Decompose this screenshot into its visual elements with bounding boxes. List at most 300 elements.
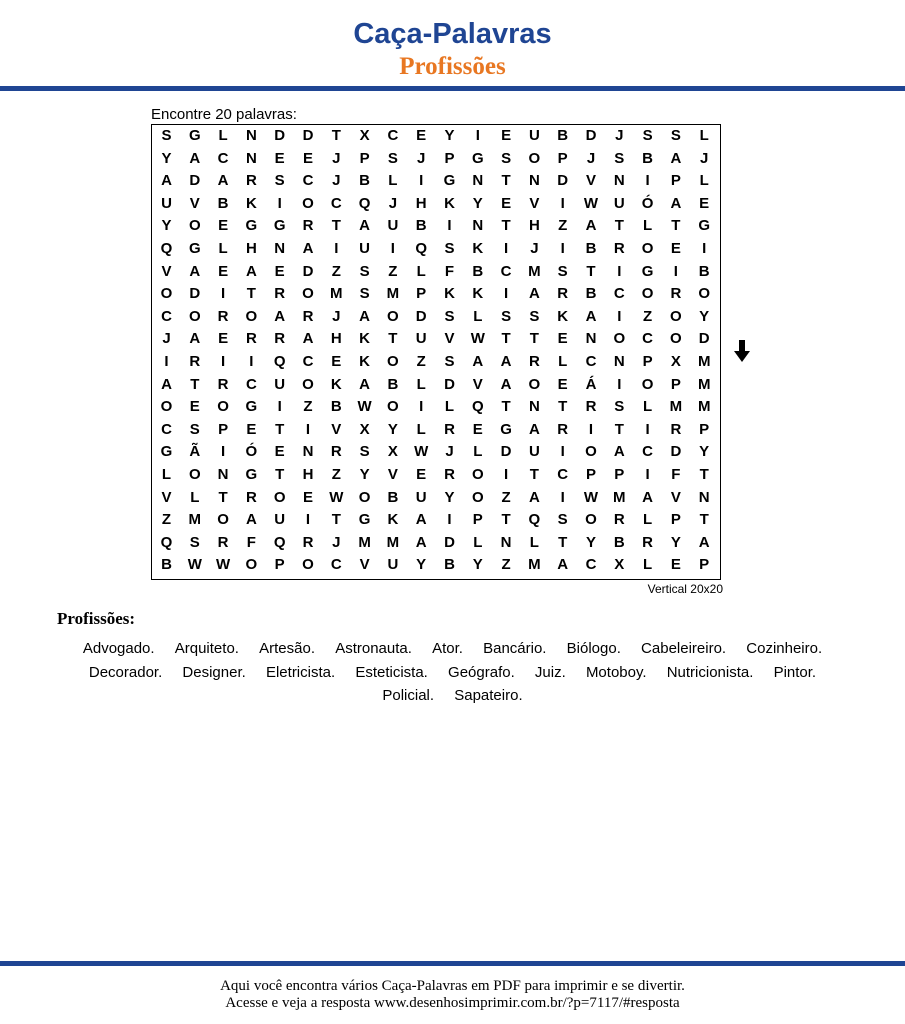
grid-cell: R — [189, 353, 201, 370]
grid-cell: Y — [444, 127, 455, 144]
grid-cell: A — [415, 533, 427, 551]
grid-cell: R — [274, 285, 286, 303]
grid-cell: Z — [501, 556, 511, 574]
grid-cell: I — [305, 511, 311, 529]
grid-cell: Y — [416, 556, 427, 574]
grid-cell: D — [500, 443, 512, 461]
word-list-item: Eletricista. — [265, 663, 336, 681]
grid-cell: O — [273, 488, 286, 506]
grid-cell: R — [585, 398, 597, 416]
grid-cell: V — [444, 330, 455, 348]
grid-cell: T — [218, 488, 228, 506]
grid-caption: Vertical 20x20 — [647, 582, 723, 596]
grid-cell: N — [613, 353, 625, 370]
grid-cell: W — [583, 194, 599, 212]
grid-cell: E — [557, 375, 568, 393]
grid-cell: E — [274, 262, 285, 280]
grid-cell: S — [274, 172, 285, 190]
grid-cell: Z — [558, 217, 568, 235]
grid-cell: M — [188, 511, 202, 529]
grid-cell: E — [331, 353, 342, 370]
grid-cell: O — [245, 556, 258, 574]
grid-cell: U — [613, 194, 625, 212]
grid-cell: N — [585, 330, 597, 348]
grid-cell: M — [697, 398, 711, 416]
grid-cell: O — [698, 285, 711, 303]
grid-cell: E — [416, 466, 427, 483]
grid-cell: O — [670, 330, 682, 348]
grid-cell: R — [670, 285, 682, 303]
word-list-item: Cabeleireiro. — [641, 640, 727, 657]
grid-cell: Q — [273, 353, 286, 370]
grid-cell: K — [444, 285, 455, 303]
grid-cell: G — [188, 127, 201, 144]
grid-cell: G — [471, 149, 484, 167]
grid-cell: N — [274, 240, 286, 257]
grid-cell: O — [641, 240, 654, 257]
grid-cell: I — [588, 420, 594, 438]
grid-cell: U — [528, 443, 540, 461]
grid-cell: Z — [388, 262, 398, 280]
grid-cell: S — [359, 285, 370, 303]
grid-cell: L — [218, 127, 228, 144]
grid-cell: A — [189, 262, 201, 280]
grid-cell: E — [670, 240, 681, 257]
grid-cell: O — [358, 488, 371, 506]
grid-cell: R — [302, 533, 314, 551]
grid-cell: I — [645, 466, 650, 483]
grid-cell: O — [160, 285, 173, 303]
grid-cell: T — [190, 375, 200, 393]
grid-cell: Z — [416, 353, 426, 370]
grid-cell: K — [557, 307, 569, 325]
grid-cell: U — [274, 375, 286, 393]
grid-cell: X — [359, 420, 370, 438]
grid-cell: M — [697, 353, 711, 370]
grid-cell: R — [670, 420, 682, 438]
grid-cell: O — [528, 149, 541, 167]
word-list-item: Sapateiro. — [454, 687, 523, 704]
grid-cell: L — [529, 533, 539, 551]
grid-cell: F — [246, 533, 256, 551]
grid-cell: W — [216, 556, 231, 574]
grid-cell: T — [586, 262, 596, 280]
grid-cell: O — [641, 285, 654, 303]
grid-cell: G — [443, 172, 456, 190]
grid-cell: E — [218, 330, 229, 348]
grid-cell: T — [501, 217, 511, 235]
grid-cell: G — [698, 217, 711, 235]
grid-cell: S — [614, 149, 625, 167]
grid-cell: M — [613, 488, 626, 506]
grid-cell: S — [670, 127, 681, 144]
grid-cell: T — [331, 217, 341, 235]
grid-cell: J — [388, 194, 398, 212]
grid-cell: K — [359, 353, 371, 370]
grid-cell: U — [161, 194, 172, 212]
grid-cell: J — [586, 149, 596, 167]
grid-cell: O — [528, 375, 541, 393]
grid-cell: X — [614, 556, 625, 574]
grid-cell: H — [330, 330, 342, 348]
grid-cell: Y — [585, 533, 596, 551]
grid-cell: C — [387, 127, 399, 144]
grid-cell: C — [161, 420, 172, 438]
grid-cell: A — [528, 285, 540, 303]
word-list-item: Bancário. — [483, 640, 547, 657]
grid-cell: S — [387, 149, 398, 167]
down-arrow-icon — [734, 340, 750, 362]
grid-cell: Ó — [245, 443, 258, 461]
grid-cell: E — [699, 194, 710, 212]
grid-cell: V — [670, 488, 681, 506]
grid-cell: M — [669, 398, 683, 416]
grid-cell: C — [500, 262, 512, 280]
grid-cell: G — [245, 217, 258, 235]
grid-cell: L — [388, 172, 398, 190]
grid-cell: C — [585, 556, 597, 574]
grid-cell: G — [160, 443, 173, 461]
grid-cell: P — [614, 466, 625, 483]
grid-cell: J — [332, 533, 341, 551]
grid-cell: J — [530, 240, 539, 257]
grid-cell: A — [217, 172, 229, 190]
grid-cell: A — [245, 511, 257, 529]
grid-cell: W — [357, 398, 372, 416]
grid-cell: B — [161, 556, 172, 574]
grid-cell: R — [613, 240, 625, 257]
grid-cell: A — [359, 375, 371, 393]
grid-cell: T — [699, 511, 709, 529]
grid-cell: Q — [160, 533, 173, 551]
word-list-heading: Profissões: — [57, 609, 136, 628]
grid-cell: O — [302, 285, 314, 303]
grid-cell: A — [359, 307, 371, 325]
grid-cell: V — [529, 194, 540, 212]
grid-cell: I — [334, 240, 339, 257]
grid-cell: N — [528, 172, 540, 190]
grid-cell: I — [504, 466, 509, 483]
grid-cell: P — [557, 149, 568, 167]
grid-cell: I — [249, 353, 254, 370]
grid-cell: Y — [670, 533, 681, 551]
grid-cell: P — [218, 420, 229, 438]
grid-cell: V — [387, 466, 398, 483]
grid-cell: P — [416, 285, 427, 303]
grid-cell: K — [359, 330, 371, 348]
grid-cell: H — [415, 194, 427, 212]
grid-cell: S — [642, 127, 653, 144]
grid-cell: I — [560, 240, 565, 257]
page-title: Caça-Palavras — [353, 18, 552, 50]
grid-cell: I — [673, 262, 678, 280]
grid-cell: I — [617, 375, 622, 393]
grid-cell: O — [302, 194, 314, 212]
grid-cell: B — [472, 262, 484, 280]
grid-cell: B — [444, 556, 455, 574]
grid-cell: Z — [303, 398, 313, 416]
grid-cell: E — [557, 330, 568, 348]
grid-cell: T — [501, 172, 511, 190]
grid-cell: D — [274, 127, 286, 144]
grid-cell: O — [670, 307, 682, 325]
grid-cell: R — [330, 443, 342, 461]
grid-cell: Q — [160, 240, 173, 257]
grid-cell: L — [444, 398, 455, 416]
grid-cell: F — [444, 262, 455, 280]
page-subtitle: Profissões — [399, 53, 506, 80]
grid-cell: G — [641, 262, 654, 280]
grid-cell: T — [614, 217, 624, 235]
grid-cell: Y — [161, 217, 172, 235]
grid-cell: C — [585, 353, 597, 370]
grid-cell: P — [444, 149, 455, 167]
grid-cell: O — [217, 398, 229, 416]
grid-cell: C — [302, 172, 314, 190]
grid-cell: O — [641, 375, 654, 393]
grid-cell: I — [475, 127, 480, 144]
grid-cell: A — [245, 262, 257, 280]
grid-cell: R — [557, 285, 569, 303]
grid-cell: O — [217, 511, 229, 529]
grid-cell: U — [359, 240, 371, 257]
grid-cell: L — [218, 240, 228, 257]
grid-cell: O — [302, 556, 314, 574]
grid-cell: E — [274, 443, 285, 461]
grid-cell: I — [221, 353, 226, 370]
grid-cell: A — [302, 330, 314, 348]
grid-cell: I — [277, 194, 282, 212]
grid-cell: T — [388, 330, 398, 348]
grid-cell: I — [645, 172, 650, 190]
grid-cell: G — [245, 398, 258, 416]
grid-cell: O — [160, 398, 173, 416]
grid-cell: D — [302, 262, 314, 280]
grid-cell: S — [614, 398, 625, 416]
grid-cell: J — [445, 443, 454, 461]
grid-cell: O — [387, 353, 399, 370]
grid-cell: R — [444, 466, 455, 483]
grid-cell: C — [302, 353, 314, 370]
grid-cell: J — [615, 127, 624, 144]
grid-cell: P — [699, 420, 710, 438]
grid-cell: T — [331, 127, 341, 144]
grid-cell: N — [245, 149, 257, 167]
grid-cell: W — [583, 488, 599, 506]
grid-cell: Q — [415, 240, 428, 257]
grid-cell: A — [528, 420, 540, 438]
grid-cell: B — [585, 240, 597, 257]
grid-cell: V — [359, 556, 370, 574]
grid-cell: N — [613, 172, 625, 190]
grid-cell: O — [471, 466, 484, 483]
grid-cell: E — [416, 127, 427, 144]
grid-cell: L — [416, 262, 426, 280]
grid-cell: I — [560, 194, 565, 212]
grid-cell: E — [670, 556, 681, 574]
grid-cell: A — [670, 194, 682, 212]
grid-cell: A — [415, 511, 427, 529]
grid-cell: A — [161, 375, 172, 393]
grid-cell: O — [245, 307, 258, 325]
grid-cell: N — [245, 127, 257, 144]
grid-cell: D — [415, 307, 427, 325]
grid-cell: C — [613, 285, 625, 303]
footer-text: Aqui você encontra vários Caça-Palavras em PDF para imprimir e se divertir. — [220, 978, 685, 994]
grid-cell: E — [189, 398, 200, 416]
grid-cell: L — [558, 353, 568, 370]
word-search-grid — [151, 124, 721, 580]
grid-cell: B — [330, 398, 342, 416]
grid-cell: N — [500, 533, 512, 551]
grid-cell: K — [472, 240, 484, 257]
grid-cell: M — [386, 533, 400, 551]
grid-cell: X — [359, 127, 370, 144]
grid-cell: D — [444, 375, 455, 393]
grid-cell: N — [698, 488, 710, 506]
grid-cell: R — [528, 353, 540, 370]
grid-cell: Y — [699, 307, 710, 325]
grid-cell: T — [275, 420, 285, 438]
grid-cell: C — [245, 375, 257, 393]
grid-cell: B — [387, 488, 399, 506]
grid-cell: J — [162, 330, 171, 348]
grid-cell: G — [188, 240, 201, 257]
grid-cell: C — [330, 194, 342, 212]
grid-cell: I — [645, 420, 650, 438]
grid-cell: R — [274, 330, 286, 348]
grid-cell: R — [217, 533, 229, 551]
word-list-item: Geógrafo. — [448, 663, 515, 681]
grid-cell: M — [386, 285, 400, 303]
grid-cell: D — [557, 172, 569, 190]
grid-cell: A — [189, 149, 201, 167]
grid-cell: K — [472, 285, 484, 303]
grid-cell: B — [359, 172, 371, 190]
grid-cell: J — [700, 149, 709, 167]
grid-cell: S — [444, 307, 455, 325]
grid-cell: V — [472, 375, 483, 393]
grid-cell: B — [217, 194, 229, 212]
grid-cell: N — [472, 217, 484, 235]
grid-cell: K — [330, 375, 342, 393]
word-list-item: Decorador. — [88, 663, 163, 681]
grid-cell: B — [387, 375, 399, 393]
grid-cell: R — [613, 511, 625, 529]
grid-cell: R — [217, 375, 229, 393]
grid-cell: D — [189, 285, 201, 303]
grid-cell: L — [643, 511, 653, 529]
grid-cell: E — [472, 420, 483, 438]
grid-cell: Z — [161, 511, 172, 529]
grid-cell: L — [699, 172, 709, 190]
grid-cell: E — [274, 149, 285, 167]
grid-cell: L — [473, 533, 483, 551]
grid-cell: L — [643, 556, 653, 574]
grid-cell: I — [702, 240, 707, 257]
grid-cell: Y — [444, 488, 455, 506]
grid-cell: M — [528, 262, 541, 280]
grid-cell: Q — [273, 533, 286, 551]
word-list-item: Ator. — [432, 640, 463, 657]
grid-cell: Y — [699, 443, 710, 461]
grid-cell: O — [471, 488, 484, 506]
grid-cell: O — [302, 375, 314, 393]
grid-cell: I — [221, 285, 226, 303]
grid-cell: S — [161, 127, 172, 144]
grid-cell: A — [500, 353, 512, 370]
grid-cell: J — [417, 149, 426, 167]
grid-cell: R — [557, 420, 569, 438]
grid-cell: X — [387, 443, 398, 461]
grid-cell: G — [500, 420, 512, 438]
grid-cell: U — [387, 217, 399, 235]
grid-cell: L — [473, 443, 483, 461]
grid-cell: I — [617, 262, 622, 280]
grid-cell: A — [642, 488, 654, 506]
grid-cell: S — [359, 262, 370, 280]
grid-cell: Q — [471, 398, 484, 416]
grid-cell: H — [245, 240, 257, 257]
grid-cell: J — [332, 149, 341, 167]
grid-cell: I — [277, 398, 282, 416]
grid-cell: E — [218, 217, 229, 235]
grid-cell: B — [415, 217, 427, 235]
grid-cell: E — [246, 420, 257, 438]
word-list-item: Astronauta. — [335, 640, 412, 657]
grid-cell: Z — [331, 466, 341, 483]
grid-cell: C — [161, 307, 172, 325]
grid-cell: L — [643, 398, 653, 416]
grid-cell: Q — [358, 194, 371, 212]
grid-cell: S — [189, 533, 200, 551]
grid-cell: T — [246, 285, 256, 303]
puzzle-instructions: Encontre 20 palavras: — [151, 106, 297, 123]
grid-cell: A — [472, 353, 484, 370]
grid-cell: Y — [472, 194, 483, 212]
grid-cell: R — [302, 217, 314, 235]
grid-cell: Á — [585, 375, 597, 393]
grid-cell: A — [585, 307, 597, 325]
grid-cell: T — [501, 511, 511, 529]
grid-cell: M — [358, 533, 371, 551]
grid-cell: A — [670, 149, 682, 167]
grid-cell: T — [699, 466, 709, 483]
grid-cell: U — [387, 556, 399, 574]
grid-cell: D — [670, 443, 682, 461]
grid-cell: W — [329, 488, 344, 506]
grid-cell: A — [613, 443, 625, 461]
grid-cell: T — [331, 511, 341, 529]
grid-cell: A — [557, 556, 569, 574]
grid-cell: M — [528, 556, 541, 574]
grid-cell: D — [698, 330, 710, 348]
grid-cell: L — [161, 466, 172, 483]
grid-cell: H — [528, 217, 540, 235]
grid-cell: I — [560, 488, 565, 506]
grid-cell: T — [501, 398, 511, 416]
grid-cell: K — [387, 511, 399, 529]
grid-cell: N — [528, 398, 540, 416]
grid-cell: Z — [643, 307, 653, 325]
grid-cell: J — [332, 307, 341, 325]
grid-cell: P — [472, 511, 483, 529]
grid-cell: B — [613, 533, 625, 551]
grid-cell: U — [274, 511, 286, 529]
word-list-item: Designer. — [182, 663, 246, 681]
grid-cell: M — [697, 375, 711, 393]
footer-divider — [0, 961, 905, 966]
